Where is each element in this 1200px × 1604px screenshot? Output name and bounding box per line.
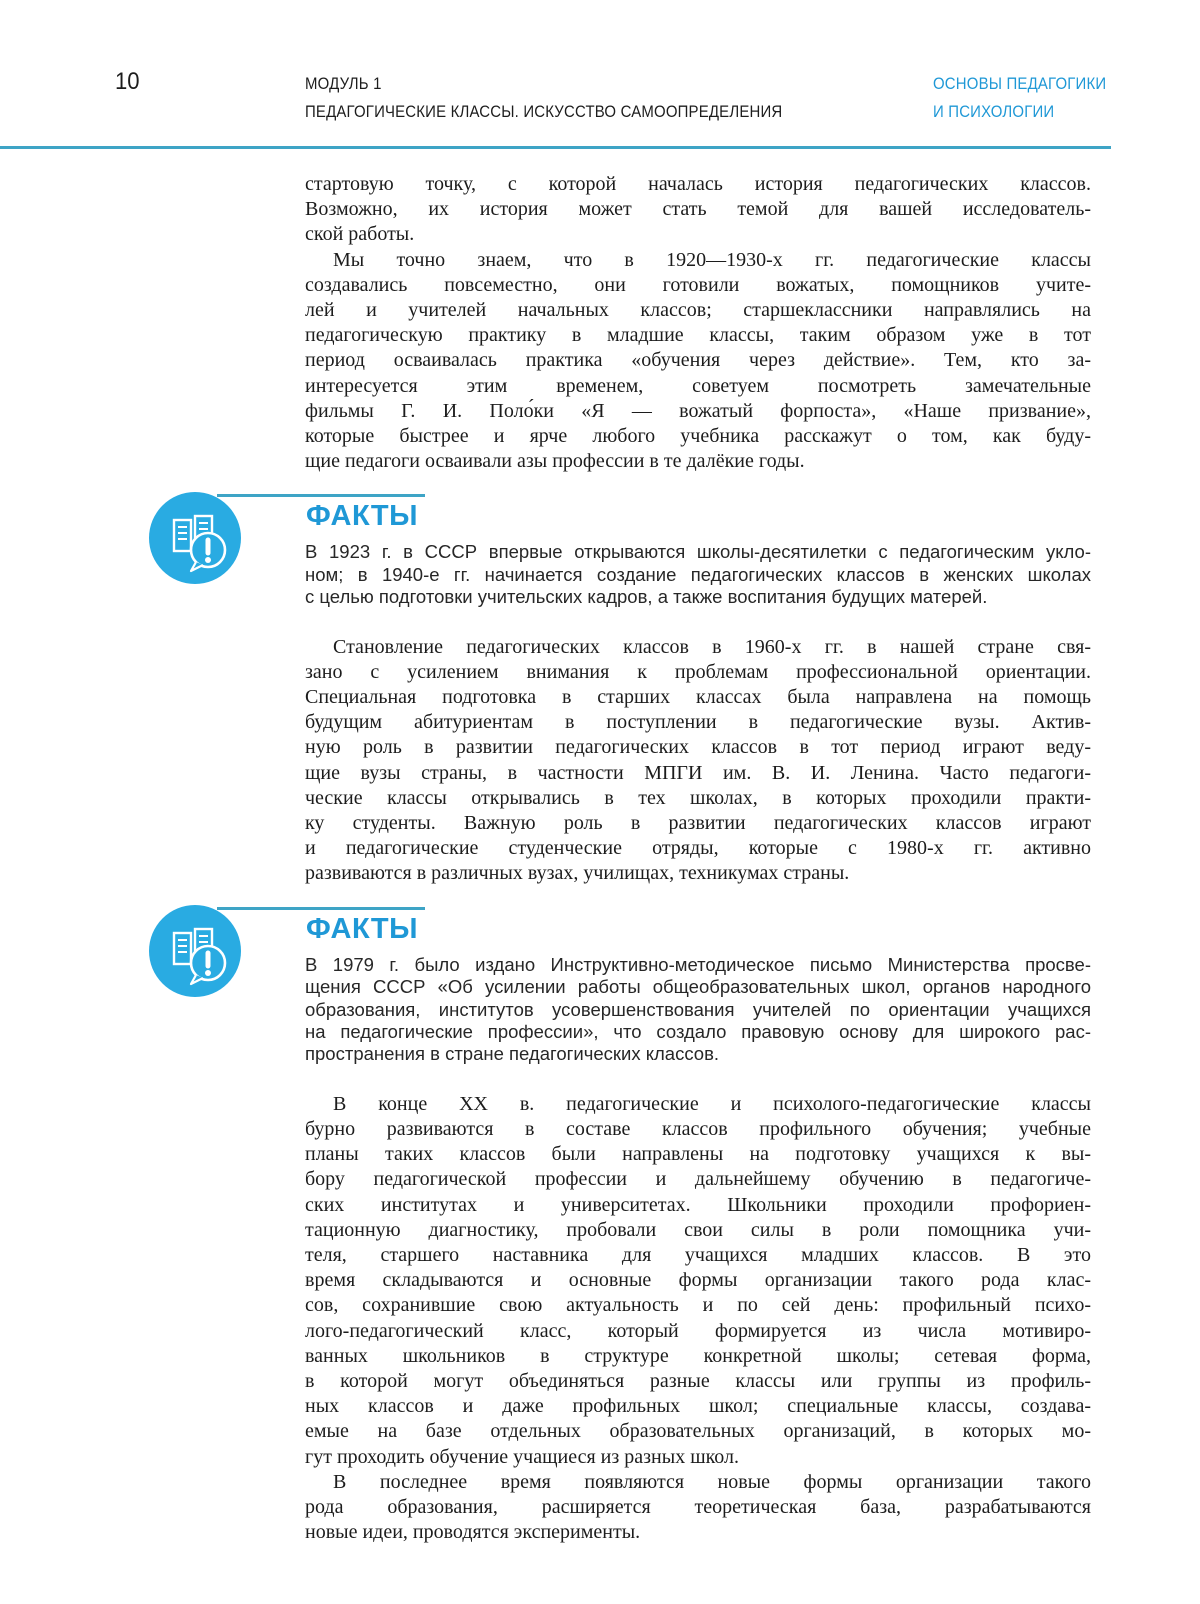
facts-book-alert-icon bbox=[149, 905, 241, 997]
text-line: интересуется этим временем, советуем посмотреть замечательные bbox=[305, 374, 1091, 397]
text-line: рода образования, расширяется теоретическая база, разрабатываются bbox=[305, 1495, 1091, 1518]
facts-connector-line bbox=[217, 494, 425, 497]
text-line: на педагогические профессии», что создало правовую основу для широкого рас- bbox=[305, 1020, 1091, 1042]
paragraph bbox=[305, 635, 1091, 887]
text-line: ную роль в развитии педагогических классов в тот период играют веду- bbox=[305, 736, 1091, 759]
text-line: с целью подготовки учительских кадров, а также воспитания будущих матерей. bbox=[305, 586, 988, 608]
text-line: период осваивалась практика «обучения через действие». Тем, кто за- bbox=[305, 349, 1091, 372]
facts-text bbox=[305, 541, 1091, 608]
text-line: новые идеи, проводятся эксперименты. bbox=[305, 1521, 641, 1544]
text-line: планы таких классов были направлены на подготовку учащихся к вы- bbox=[305, 1143, 1091, 1166]
text-line: будущим абитуриентам в поступлении в педагогические вузы. Актив- bbox=[305, 711, 1091, 734]
facts-heading: ФАКТЫ bbox=[306, 500, 419, 533]
text-line: лей и учителей начальных классов; старшеклассники направлялись на bbox=[305, 299, 1091, 322]
text-line: ской работы. bbox=[305, 223, 415, 246]
paragraph bbox=[305, 172, 1091, 248]
text-line: В последнее время появляются новые формы организации такого bbox=[333, 1470, 1091, 1493]
book-title-line2: И ПСИХОЛОГИИ bbox=[933, 102, 1055, 121]
paragraph bbox=[305, 1470, 1091, 1546]
text-line: сов, сохранившие свою актуальность и по сей день: профильный психо- bbox=[305, 1294, 1091, 1317]
book-exclamation-icon bbox=[149, 492, 241, 584]
text-line: которые быстрее и ярче любого учебника расскажут о том, как буду- bbox=[305, 425, 1091, 448]
facts-book-alert-icon bbox=[149, 492, 241, 584]
text-line: ном; в 1940-е гг. начинается создание педагогических классов в женских школах bbox=[305, 563, 1091, 585]
module-title: ПЕДАГОГИЧЕСКИЕ КЛАССЫ. ИСКУССТВО САМООПРЕДЕЛЕНИЯ bbox=[305, 102, 783, 121]
paragraph bbox=[305, 1092, 1091, 1470]
facts-block-2 bbox=[305, 905, 1091, 1066]
text-line: щие вузы страны, в частности МПГИ им. В. И. Ленина. Часто педагоги- bbox=[305, 761, 1091, 784]
text-line: В 1923 г. в СССР впервые открываются школы-десятилетки с педагогическим укло- bbox=[305, 541, 1091, 563]
text-line: Мы точно знаем, что в 1920—1930-х гг. педагогические классы bbox=[333, 248, 1091, 271]
text-line: образования, институтов усовершенствования учителей по ориентации учащихся bbox=[305, 998, 1091, 1020]
running-head-book-title bbox=[933, 70, 1130, 126]
facts-connector-line bbox=[217, 907, 425, 910]
text-line: В 1979 г. было издано Инструктивно-методическое письмо Министерства просве- bbox=[305, 953, 1091, 975]
facts-heading: ФАКТЫ bbox=[306, 912, 419, 945]
text-line: теля, старшего наставника для учащихся младших классов. В это bbox=[305, 1243, 1091, 1266]
text-line: лого-педагогический класс, который формируется из числа мотивиро- bbox=[305, 1319, 1091, 1342]
header-rule bbox=[0, 146, 1111, 149]
text-line: пространения в стране педагогических классов. bbox=[305, 1043, 720, 1065]
module-label: МОДУЛЬ 1 bbox=[305, 74, 382, 93]
text-line: педагогическую практику в младшие классы, таким образом уже в тот bbox=[305, 324, 1091, 347]
text-line: Специальная подготовка в старших классах была направлена на помощь bbox=[305, 686, 1091, 709]
text-line: и педагогические студенческие отряды, которые с 1980-х гг. активно bbox=[305, 837, 1091, 860]
running-head-module bbox=[305, 70, 847, 126]
text-line: бору педагогической профессии и дальнейшему обучению в педагогиче- bbox=[305, 1168, 1091, 1191]
page-number: 10 bbox=[115, 68, 140, 95]
text-line: стартовую точку, с которой началась история педагогических классов. bbox=[305, 173, 1091, 195]
book-exclamation-icon bbox=[149, 905, 241, 997]
text-line: фильмы Г. И. Поло́ки «Я — вожатый форпоста», «Наше призвание», bbox=[305, 399, 1091, 422]
facts-block-1 bbox=[305, 492, 1091, 608]
text-line: В конце XX в. педагогические и психолого-педагогические классы bbox=[333, 1092, 1091, 1115]
paragraph bbox=[305, 248, 1091, 475]
content-column bbox=[305, 172, 1091, 1545]
text-line: зано с усилением внимания к проблемам профессиональной ориентации. bbox=[305, 660, 1091, 683]
text-line: емые на базе отдельных образовательных организаций, в которых мо- bbox=[305, 1420, 1091, 1443]
text-line: Становление педагогических классов в 1960-х гг. в нашей стране свя- bbox=[333, 635, 1091, 658]
facts-text bbox=[305, 954, 1091, 1066]
text-line: гут проходить обучение учащиеся из разных школ. bbox=[305, 1445, 740, 1468]
text-line: ку студенты. Важную роль в развитии педагогических классов играют bbox=[305, 812, 1091, 835]
text-line: ванных школьников в структуре конкретной школы; сетевая форма, bbox=[305, 1344, 1091, 1367]
text-line: создавались повсеместно, они готовили вожатых, помощников учите- bbox=[305, 273, 1091, 296]
text-line: щие педагоги осваивали азы профессии в те далёкие годы. bbox=[305, 450, 805, 473]
text-line: ных классов и даже профильных школ; специальные классы, создава- bbox=[305, 1395, 1091, 1418]
text-line: щения СССР «Об усилении работы общеобразовательных школ, органов народного bbox=[305, 976, 1091, 998]
book-title-line1: ОСНОВЫ ПЕДАГОГИКИ bbox=[933, 74, 1107, 93]
text-line: ческие классы открывались в тех школах, в которых проходили практи- bbox=[305, 786, 1091, 809]
text-line: бурно развиваются в составе классов профильного обучения; учебные bbox=[305, 1117, 1091, 1140]
text-line: время складываются и основные формы организации такого рода клас- bbox=[305, 1269, 1091, 1292]
text-line: ских институтах и университетах. Школьники проходили профориен- bbox=[305, 1193, 1091, 1216]
text-line: тационную диагностику, пробовали свои силы в роли помощника учи- bbox=[305, 1218, 1091, 1241]
text-line: в которой могут объединяться разные классы или группы из профиль- bbox=[305, 1369, 1091, 1392]
text-line: развиваются в различных вузах, училищах, техникумах страны. bbox=[305, 862, 850, 885]
text-line: Возможно, их история может стать темой для вашей исследователь- bbox=[305, 198, 1091, 221]
